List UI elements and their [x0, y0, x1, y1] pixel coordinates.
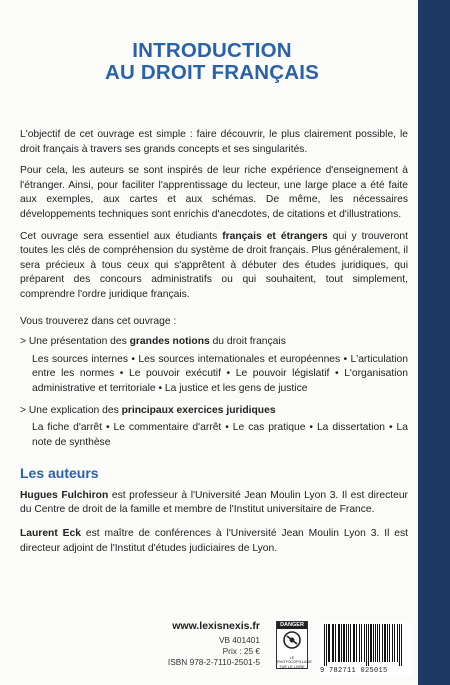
item1-prefix: > Une présentation des [20, 336, 130, 348]
author-2-bio: est maître de conférences à l'Université Jean Moulin Lyon 3. Il est directeur adjoint de l'Institut d'études judiciaires de Lyon. [20, 528, 408, 554]
barcode-bar [392, 624, 393, 662]
blurb [20, 128, 408, 565]
barcode-bar [348, 624, 349, 662]
danger-text: LE PHOTOCOPILLAGE TUE LE LIVRE [277, 656, 312, 669]
barcode-bar [328, 624, 330, 662]
barcode-bar [361, 624, 362, 662]
barcode-bar [364, 624, 365, 662]
website-link[interactable]: www.lexisnexis.fr [172, 620, 260, 632]
barcode-bar [401, 624, 402, 666]
barcode-bar [370, 624, 372, 662]
barcode-bar [384, 624, 386, 662]
title-line-1: INTRODUCTION [132, 39, 292, 62]
barcode-bar [399, 624, 400, 666]
barcode-bar [343, 624, 345, 662]
title-line-2: AU DROIT FRANÇAIS [104, 61, 320, 84]
barcode-bar [379, 624, 380, 662]
photocopy-warning-icon [277, 629, 307, 651]
barcode-bar [326, 624, 327, 666]
barcode-bar [338, 624, 340, 662]
barcode-bar [373, 624, 374, 662]
barcode-bar [353, 624, 355, 662]
barcode-bar [394, 624, 395, 662]
barcode-bar [368, 624, 369, 666]
author-fulchiron [20, 489, 408, 518]
list-item-notions [20, 335, 408, 350]
authors-heading: Les auteurs [20, 465, 99, 482]
publisher-info [168, 621, 260, 668]
paragraph-objective: L'objectif de cet ouvrage est simple : faire découvrir, le plus clairement possible, le droit français à travers ses grands concepts et ses singularités. [20, 129, 408, 155]
item1-suffix: du droit français [209, 336, 286, 348]
book-title [20, 40, 404, 84]
price: Prix : 25 € [222, 646, 260, 656]
barcode-bar [341, 624, 342, 662]
barcode [320, 623, 412, 677]
paragraph-approach: Pour cela, les auteurs se sont inspirés de leur riche expérience d'enseignement à l'étranger. Ainsi, pour faciliter l'apprentissage du lecteur, une large place a été faite aux exemples, aux cartes et aux schémas. De même, les nécessaires développements techniques sont enrichis d'anecdotes, de citations et d'illustrations. [20, 165, 408, 220]
barcode-bars [320, 623, 412, 667]
barcode-bar [389, 624, 390, 662]
footer [20, 621, 410, 677]
author-2-name: Laurent Eck [20, 528, 81, 540]
audience-text-start: Cet ouvrage sera essentiel aux étudiants [20, 230, 223, 242]
barcode-bar [324, 624, 325, 666]
barcode-bar [387, 624, 388, 662]
barcode-bar [346, 624, 347, 662]
barcode-bar [359, 624, 360, 662]
isbn: ISBN 978-2-7110-2501-5 [167, 657, 260, 667]
barcode-bar [332, 624, 334, 662]
spine-band [418, 0, 450, 685]
paragraph-audience [20, 230, 408, 303]
author-eck [20, 527, 408, 556]
barcode-bar [377, 624, 378, 662]
item1-bold: grandes notions [129, 336, 210, 348]
barcode-bar [366, 624, 367, 666]
item2-prefix: > Une explication des [20, 404, 122, 416]
barcode-bar [375, 624, 376, 662]
list-intro: Vous trouverez dans cet ouvrage : [20, 315, 177, 327]
barcode-bar [356, 624, 357, 662]
barcode-bar [397, 624, 398, 662]
list-item-exercises-body: La fiche d'arrêt • Le commentaire d'arrêt • Le cas pratique • La dissertation • La note de synthèse [32, 422, 408, 448]
author-1-bio: est professeur à l'Université Jean Moulin Lyon 3. Il est directeur du Centre de droit de la famille et membre de l'Institut universitaire de France. [20, 489, 408, 516]
barcode-digits: 9 782711 025015 [320, 667, 388, 675]
danger-label: DANGER [277, 622, 307, 629]
danger-photocopy-logo [276, 621, 312, 669]
item2-bold: principaux exercices juridiques [121, 404, 276, 416]
list-item-exercises [20, 404, 408, 419]
barcode-bar [382, 624, 383, 662]
barcode-bar [350, 624, 351, 662]
barcode-bar [335, 624, 336, 662]
reference-code: VB 401401 [218, 635, 260, 645]
audience-text-end: qui y trouveront toutes les clés de compréhension du système de droit français. Plus généralement, il sera précieux à tous ceux qui s'apprêtent à débuter des études juridiques, qui préparent des concours administratifs ou qui souhaitent, tout simplement, comprendre l'ordre juridique français. [20, 230, 408, 300]
list-item-notions-body: Les sources internes • Les sources internationales et européennes • L'articulation entre les normes • Le pouvoir exécutif • Le pouvoir législatif • L'organisation administrative et territoriale • La justice et les gens de justice [32, 353, 408, 394]
author-1-name: Hugues Fulchiron [20, 489, 109, 501]
audience-bold: français et étrangers [222, 230, 328, 242]
